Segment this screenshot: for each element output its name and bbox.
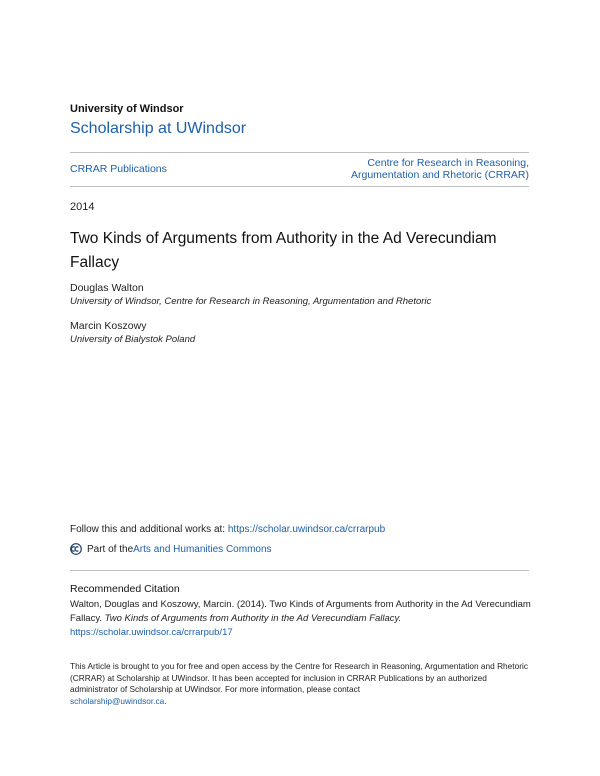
notice-end: . (164, 695, 167, 706)
citation-body: Walton, Douglas and Koszowy, Marcin. (2014). Two Kinds of Arguments from Authority in the Ad Verecundiam Fallacy. (70, 599, 531, 624)
publication-year: 2014 (70, 201, 95, 213)
part-of-line (70, 543, 272, 555)
citation-text (70, 598, 532, 640)
article-title: Two Kinds of Arguments from Authority in the Ad Verecundiam Fallacy (70, 230, 497, 271)
creative-commons-icon (70, 543, 82, 555)
author-affiliation-1: University of Windsor, Centre for Research in Reasoning, Argumentation and Rhetoric (70, 296, 432, 307)
centre-link-line2: Argumentation and Rhetoric (CRRAR) (351, 169, 529, 181)
citation-italic: Two Kinds of Arguments from Authority in the Ad Verecundiam Fallacy. (104, 613, 402, 624)
follow-line (70, 524, 385, 535)
institution-name: University of Windsor (70, 103, 184, 115)
divider-bottom (70, 186, 529, 187)
arts-humanities-commons-link[interactable]: Arts and Humanities Commons (133, 543, 272, 555)
author-name-2: Marcin Koszowy (70, 320, 147, 332)
contact-email-link[interactable]: scholarship@uwindsor.ca (70, 695, 165, 706)
follow-prefix: Follow this and additional works at: (70, 524, 228, 535)
citation-url-link[interactable]: https://scholar.uwindsor.ca/crrarpub/17 (70, 627, 233, 638)
part-of-prefix: Part of the (87, 543, 134, 555)
follow-url-link[interactable]: https://scholar.uwindsor.ca/crrarpub (227, 524, 386, 535)
divider-citation (70, 570, 529, 571)
series-link-crrar-publications[interactable]: CRRAR Publications (70, 163, 167, 175)
divider-top (70, 152, 529, 153)
centre-link-line1: Centre for Research in Reasoning, (367, 157, 529, 169)
author-name-1: Douglas Walton (70, 282, 144, 294)
scholarship-site-link[interactable]: Scholarship at UWindsor (70, 120, 247, 137)
access-notice (70, 661, 532, 707)
centre-link[interactable] (351, 157, 529, 181)
recommended-citation-heading: Recommended Citation (70, 583, 180, 595)
author-affiliation-2: University of Bialystok Poland (70, 334, 196, 345)
notice-text: This Article is brought to you for free and open access by the Centre for Research in Reasoning, Argumentation and Rhetoric (CRRAR) at Scholarship at UWindsor. It has been accepted for inclusion in CRRAR Publications by an authorized administrator of Scholarship at UWindsor. For more information, please contact (70, 661, 528, 694)
